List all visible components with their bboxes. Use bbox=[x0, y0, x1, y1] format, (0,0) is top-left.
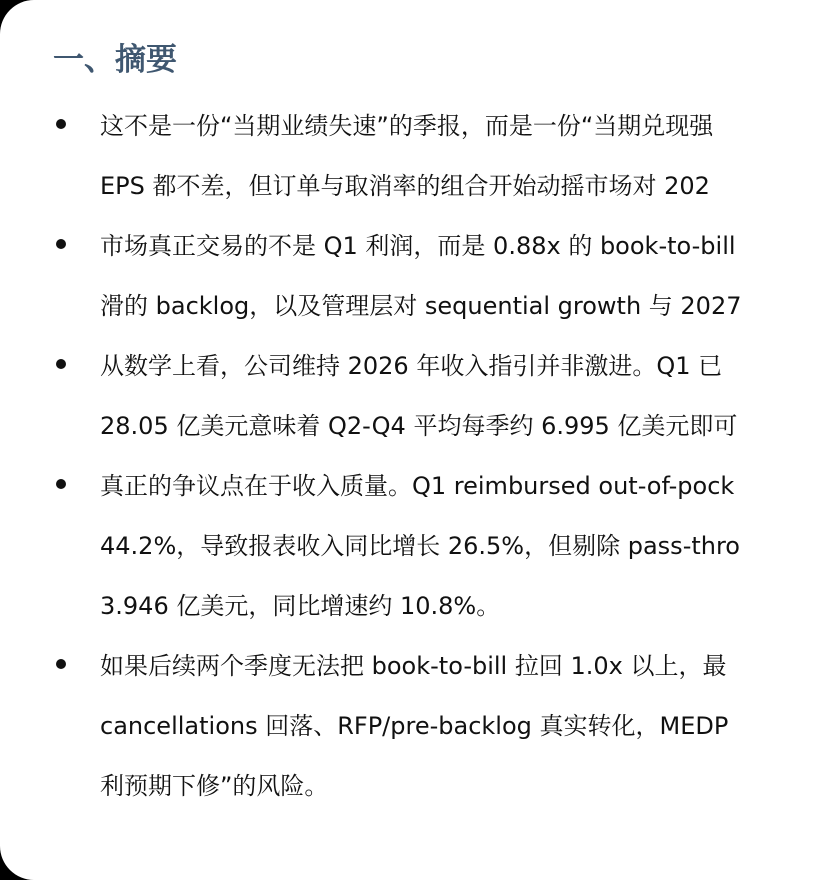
bullet-text-line: 真正的争议点在于收入质量。Q1 reimbursed out-of-pock bbox=[100, 472, 735, 500]
summary-bullet-list bbox=[0, 96, 742, 816]
bullet-item bbox=[0, 336, 742, 456]
bullet-item bbox=[0, 216, 742, 336]
bullet-text-line: 3.946 亿美元，同比增速约 10.8%。 bbox=[100, 592, 501, 620]
bullet-dot-icon bbox=[56, 659, 66, 669]
bullet-text-line: 如果后续两个季度无法把 book-to-bill 拉回 1.0x 以上，最 bbox=[100, 652, 727, 680]
bullet-item bbox=[0, 636, 742, 816]
bullet-text-line: 这不是一份“当期业绩失速”的季报，而是一份“当期兑现强 bbox=[100, 112, 714, 140]
bullet-dot-icon bbox=[56, 119, 66, 129]
bullet-text-line: 从数学上看，公司维持 2026 年收入指引并非激进。Q1 已 bbox=[100, 352, 723, 380]
bullet-text-line: 市场真正交易的不是 Q1 利润，而是 0.88x 的 book-to-bill bbox=[100, 232, 736, 260]
bullet-text-line: 44.2%，导致报表收入同比增长 26.5%，但剔除 pass-thro bbox=[100, 532, 740, 560]
bullet-text-line: 滑的 backlog，以及管理层对 sequential growth 与 2027 bbox=[100, 292, 742, 320]
bullet-dot-icon bbox=[56, 479, 66, 489]
bullet-text-line: 28.05 亿美元意味着 Q2-Q4 平均每季约 6.995 亿美元即可 bbox=[100, 412, 738, 440]
bullet-item bbox=[0, 96, 742, 216]
bullet-dot-icon bbox=[56, 239, 66, 249]
bullet-dot-icon bbox=[56, 359, 66, 369]
bullet-text-line: cancellations 回落、RFP/pre-backlog 真实转化，MEDP bbox=[100, 712, 729, 740]
bullet-item bbox=[0, 456, 742, 636]
bullet-text-line: 利预期下修”的风险。 bbox=[100, 772, 329, 800]
section-heading: 一、摘要 bbox=[53, 42, 177, 78]
bullet-text-line: EPS 都不差，但订单与取消率的组合开始动摇市场对 202 bbox=[100, 172, 710, 200]
